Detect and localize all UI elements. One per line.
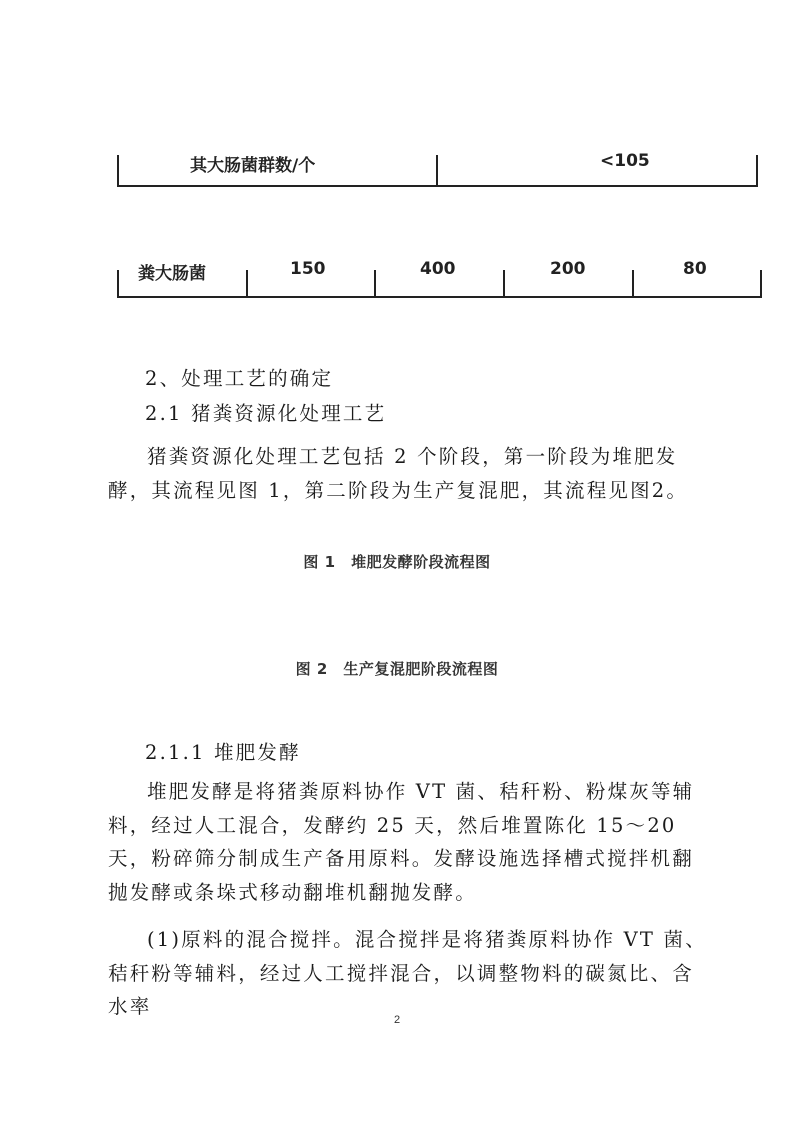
table-cell: <105 xyxy=(600,151,650,171)
subsection-heading: 2.1 猪粪资源化处理工艺 xyxy=(145,402,387,425)
table-border xyxy=(756,155,758,187)
table-border xyxy=(117,296,762,298)
subsection-heading: 2.1.1 堆肥发酵 xyxy=(145,741,301,764)
table-border xyxy=(436,155,438,187)
figure-1-caption: 图 1 堆肥发酵阶段流程图 xyxy=(303,553,491,571)
table-cell: 80 xyxy=(683,259,707,279)
table-border xyxy=(246,270,248,298)
table-cell: 400 xyxy=(420,259,456,279)
table-cell: 粪大肠菌 xyxy=(138,264,206,284)
paragraph: (1)原料的混合搅拌。混合搅拌是将猪粪原料协作 VT 菌、秸秆粉等辅料，经过人工搅拌混合，以调整物料的碳氮比、含水率 xyxy=(108,928,707,1018)
paragraph: 堆肥发酵是将猪粪原料协作 VT 菌、秸秆粉、粉煤灰等辅料，经过人工混合，发酵约 25 天，然后堆置陈化 15～20 天，粉碎筛分制成生产备用原料。发酵设施选择槽式搅拌机翻抛发酵或条垛式移动翻堆机翻抛发酵。 xyxy=(108,780,695,904)
figure-2-caption: 图 2 生产复混肥阶段流程图 xyxy=(295,660,499,678)
table-border xyxy=(760,270,762,298)
paragraph: 猪粪资源化处理工艺包括 2 个阶段，第一阶段为堆肥发酵，其流程见图 1，第二阶段为生产复混肥，其流程见图2。 xyxy=(108,445,689,502)
table-border xyxy=(117,270,119,298)
table-cell: 200 xyxy=(550,259,586,279)
table-border xyxy=(117,185,758,187)
table-border xyxy=(374,270,376,298)
table-cell: 150 xyxy=(290,259,326,279)
table-fragment-1 xyxy=(110,151,770,191)
section-heading: 2、处理工艺的确定 xyxy=(145,367,334,390)
page-number: 2 xyxy=(393,1014,401,1026)
table-cell: 其大肠菌群数/个 xyxy=(190,156,316,176)
table-border xyxy=(632,270,634,298)
table-border xyxy=(503,270,505,298)
table-border xyxy=(117,155,119,187)
table-fragment-2 xyxy=(110,259,770,302)
